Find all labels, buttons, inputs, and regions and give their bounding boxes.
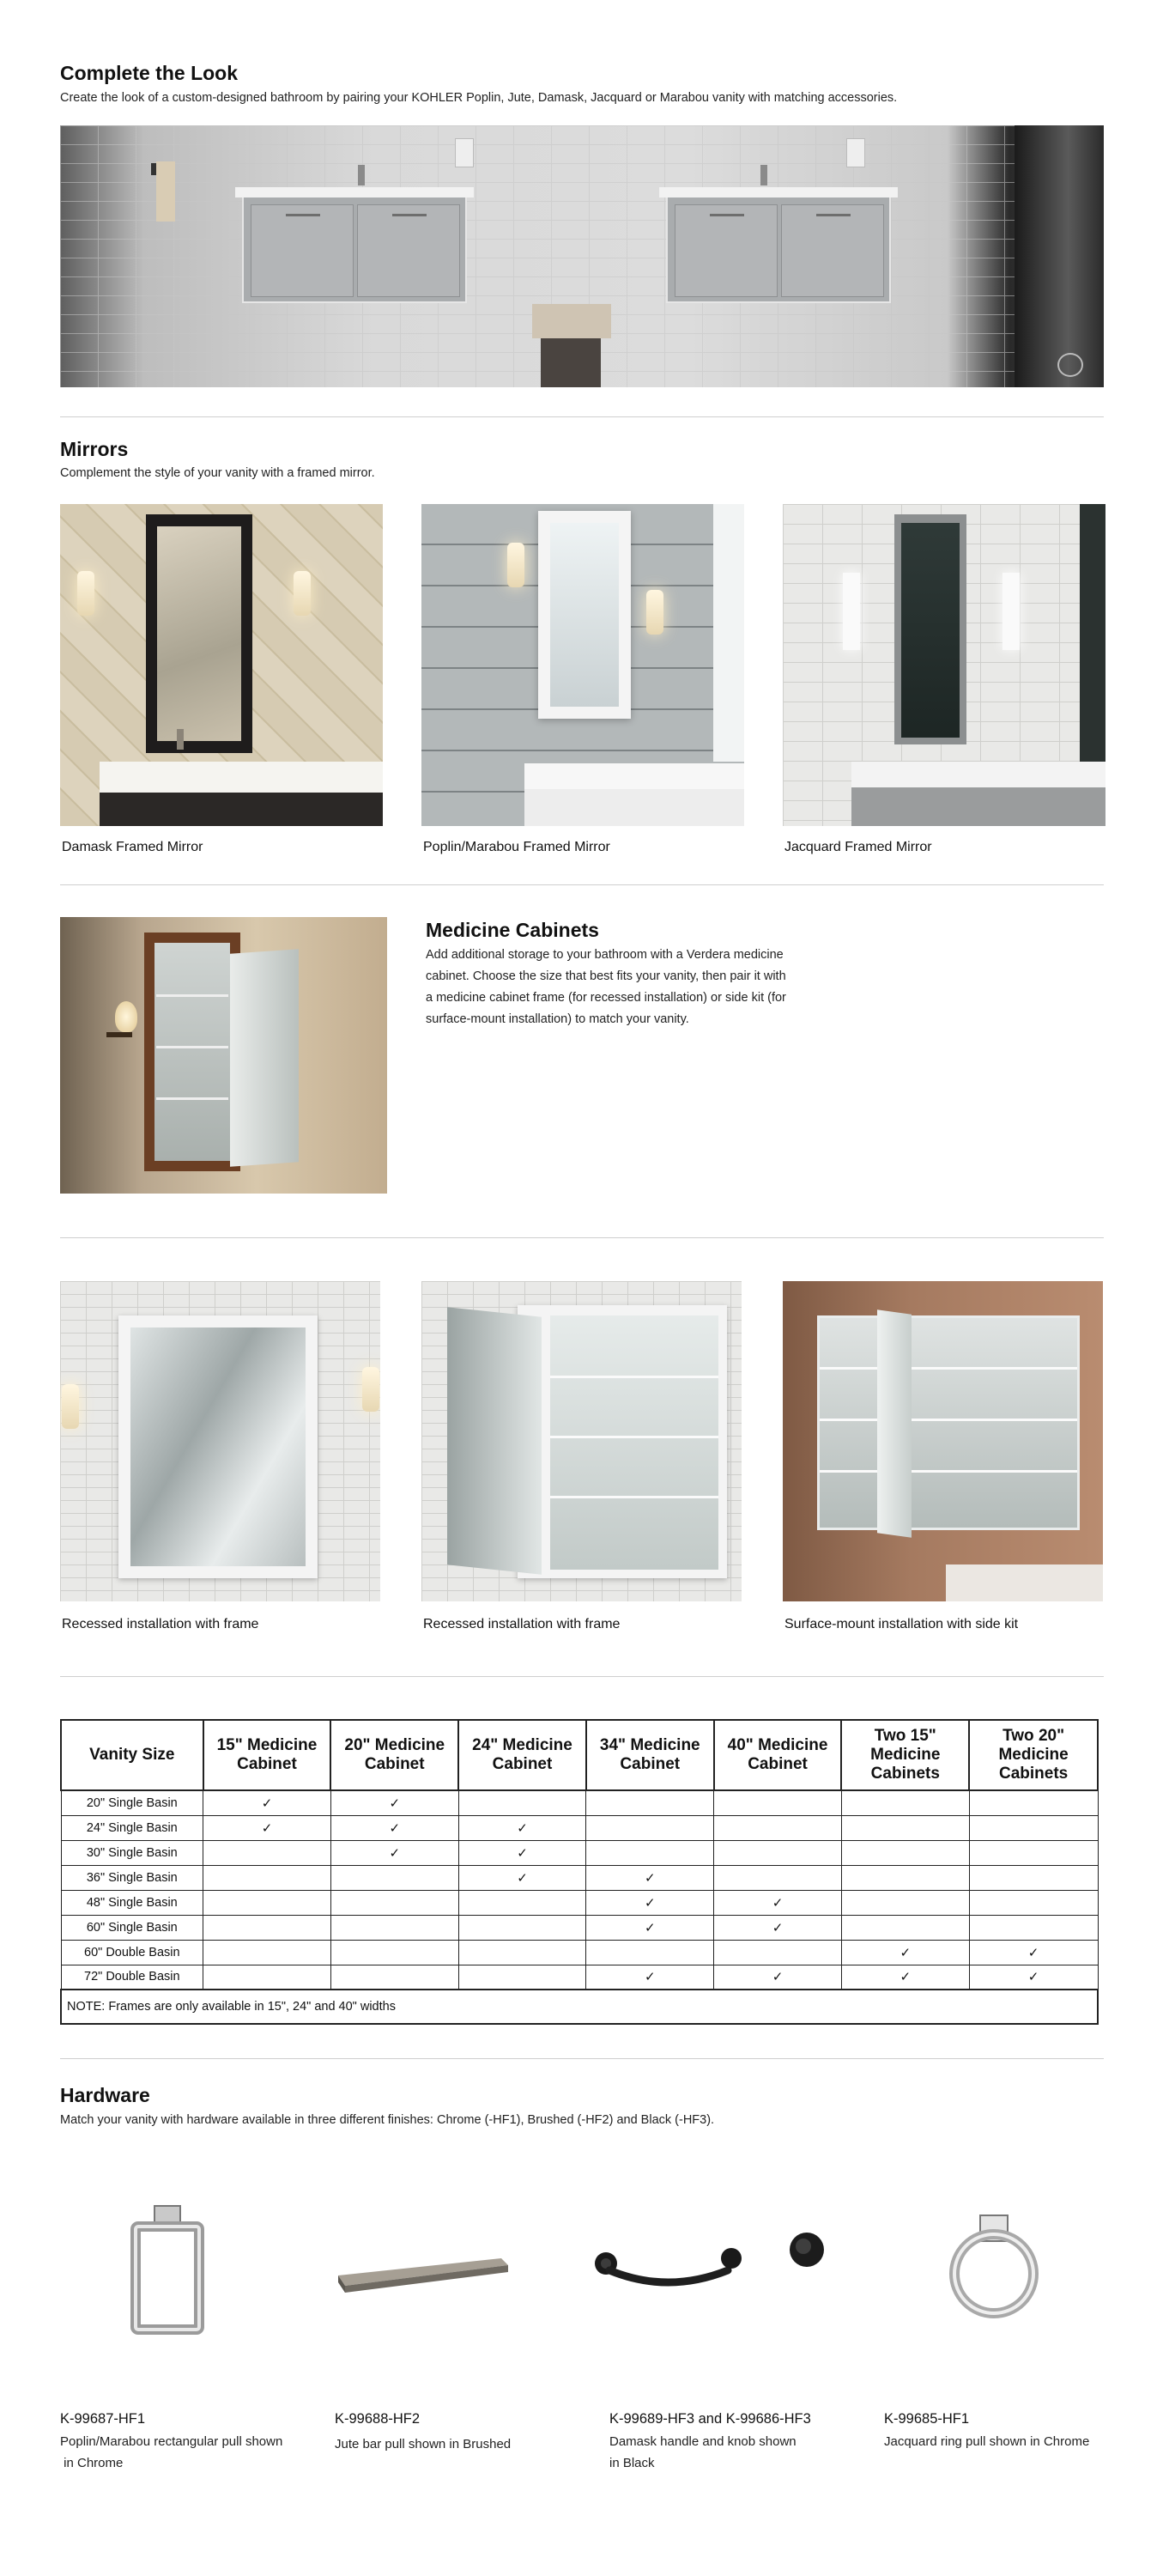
check-cell: [458, 1940, 586, 1965]
divider: [60, 1676, 1104, 1677]
description-line: surface-mount installation) to match your vanity.: [426, 1012, 689, 1026]
description-line: Jute bar pull shown in Brushed: [335, 2437, 512, 2451]
table-row: [61, 1815, 1098, 1840]
description-line: a medicine cabinet frame (for recessed installation) or side kit (for: [426, 991, 786, 1005]
section-title-hardware: Hardware: [60, 2084, 150, 2106]
check-cell: ✓: [714, 1965, 842, 1990]
check-cell: [330, 1890, 458, 1915]
column-header: 20" Medicine Cabinet: [330, 1720, 458, 1790]
check-cell: [841, 1790, 969, 1815]
vanity-size-cell: 20" Single Basin: [61, 1790, 203, 1815]
poplin-marabou-mirror-image: [421, 504, 744, 826]
check-cell: ✓: [714, 1915, 842, 1940]
table-note-row: [61, 1990, 1098, 2024]
check-cell: [841, 1865, 969, 1890]
column-header: Two 20" Medicine Cabinets: [969, 1720, 1098, 1790]
complete-the-look-subtitle: Create the look of a custom-designed bathroom by pairing your KOHLER Poplin, Jute, Damask, Jacquard or Marabou vanity with matching accessories.: [60, 91, 898, 105]
description-line: Jacquard ring pull shown in Chrome: [884, 2434, 1090, 2449]
check-cell: [586, 1840, 714, 1865]
check-cell: ✓: [969, 1940, 1098, 1965]
vanity-size-cell: 30" Single Basin: [61, 1840, 203, 1865]
check-cell: [969, 1815, 1098, 1840]
check-cell: [330, 1940, 458, 1965]
handle-and-knob-image: [591, 2217, 839, 2303]
check-cell: ✓: [458, 1865, 586, 1890]
check-cell: [203, 1915, 331, 1940]
check-cell: [969, 1840, 1098, 1865]
check-cell: [203, 1840, 331, 1865]
check-cell: ✓: [458, 1840, 586, 1865]
vanity-size-cell: 60" Single Basin: [61, 1915, 203, 1940]
divider: [60, 2058, 1104, 2059]
check-cell: [330, 1915, 458, 1940]
damask-mirror-image: [60, 504, 383, 826]
hardware-description-4: [884, 2431, 1089, 2452]
table-note: NOTE: Frames are only available in 15", 24" and 40" widths: [61, 1990, 1098, 2024]
check-cell: [458, 1915, 586, 1940]
check-cell: ✓: [330, 1790, 458, 1815]
hardware-sku-1: K-99687-HF1: [60, 2411, 146, 2427]
description-line: in Chrome: [60, 2456, 124, 2470]
check-cell: [714, 1940, 842, 1965]
column-header: Two 15" Medicine Cabinets: [841, 1720, 969, 1790]
check-cell: [969, 1890, 1098, 1915]
check-cell: [841, 1890, 969, 1915]
table-row: [61, 1790, 1098, 1815]
table-row: [61, 1865, 1098, 1890]
check-cell: [203, 1965, 331, 1990]
check-cell: [969, 1915, 1098, 1940]
vanity-medicine-cabinet-compatibility-table: [60, 1719, 1099, 2025]
check-cell: [714, 1865, 842, 1890]
vanity-size-cell: 72" Double Basin: [61, 1965, 203, 1990]
check-cell: [203, 1890, 331, 1915]
section-title-mirrors: Mirrors: [60, 438, 129, 460]
check-cell: [586, 1815, 714, 1840]
hero-bathroom-image: [60, 125, 1104, 387]
hardware-sku-2: K-99688-HF2: [335, 2411, 421, 2427]
check-cell: [330, 1965, 458, 1990]
section-title-complete-the-look: Complete the Look: [60, 62, 239, 84]
check-cell: ✓: [586, 1865, 714, 1890]
table-header-row: [61, 1720, 1098, 1790]
check-cell: [714, 1815, 842, 1840]
section-title-medicine-cabinets: Medicine Cabinets: [426, 919, 599, 941]
column-header: Vanity Size: [61, 1720, 203, 1790]
column-header: 24" Medicine Cabinet: [458, 1720, 586, 1790]
check-cell: [969, 1865, 1098, 1890]
check-cell: [203, 1865, 331, 1890]
divider: [60, 416, 1104, 417]
check-cell: ✓: [458, 1815, 586, 1840]
divider: [60, 884, 1104, 885]
install-caption-2: Recessed installation with frame: [423, 1617, 621, 1631]
check-cell: ✓: [203, 1815, 331, 1840]
check-cell: [330, 1865, 458, 1890]
recessed-installation-image-2: [421, 1281, 742, 1601]
check-cell: ✓: [330, 1815, 458, 1840]
check-cell: [586, 1790, 714, 1815]
table-row: [61, 1965, 1098, 1990]
ring-pull-image: [942, 2212, 1045, 2324]
check-cell: ✓: [714, 1890, 842, 1915]
hardware-description-3: [609, 2431, 797, 2474]
table-row: [61, 1915, 1098, 1940]
check-cell: ✓: [203, 1790, 331, 1815]
column-header: 34" Medicine Cabinet: [586, 1720, 714, 1790]
medicine-cabinets-description: [426, 945, 872, 1030]
description-line: Poplin/Marabou rectangular pull shown: [60, 2434, 283, 2449]
table-row: [61, 1940, 1098, 1965]
mirror-caption-poplin-marabou: Poplin/Marabou Framed Mirror: [423, 840, 610, 854]
vanity-size-cell: 24" Single Basin: [61, 1815, 203, 1840]
description-line: cabinet. Choose the size that best fits your vanity, then pair it with: [426, 969, 786, 983]
check-cell: [458, 1790, 586, 1815]
check-cell: ✓: [586, 1915, 714, 1940]
hardware-description-2: [335, 2433, 511, 2455]
check-cell: [586, 1940, 714, 1965]
mirror-caption-damask: Damask Framed Mirror: [62, 840, 203, 854]
hardware-sku-3: K-99689-HF3 and K-99686-HF3: [609, 2411, 811, 2427]
rectangular-pull-image: [127, 2202, 213, 2340]
recessed-installation-image-1: [60, 1281, 380, 1601]
description-line: in Black: [609, 2456, 655, 2470]
table-row: [61, 1840, 1098, 1865]
bar-pull-image: [333, 2250, 513, 2293]
check-cell: ✓: [969, 1965, 1098, 1990]
vanity-size-cell: 60" Double Basin: [61, 1940, 203, 1965]
surface-mount-installation-image: [783, 1281, 1103, 1601]
check-cell: ✓: [841, 1940, 969, 1965]
jacquard-mirror-image: [783, 504, 1105, 826]
check-cell: [458, 1965, 586, 1990]
check-cell: ✓: [586, 1965, 714, 1990]
column-header: 15" Medicine Cabinet: [203, 1720, 331, 1790]
table-row: [61, 1890, 1098, 1915]
check-cell: [203, 1940, 331, 1965]
check-cell: [841, 1815, 969, 1840]
mirrors-subtitle: Complement the style of your vanity with a framed mirror.: [60, 466, 375, 480]
check-cell: ✓: [586, 1890, 714, 1915]
hardware-subtitle: Match your vanity with hardware available in three different finishes: Chrome (-HF1), Brushed (-HF2) and Black (-HF3).: [60, 2113, 715, 2127]
check-cell: [841, 1915, 969, 1940]
divider: [60, 1237, 1104, 1238]
check-cell: [841, 1840, 969, 1865]
medicine-cabinet-image: [60, 917, 387, 1194]
check-cell: [458, 1890, 586, 1915]
check-cell: ✓: [841, 1965, 969, 1990]
hardware-sku-4: K-99685-HF1: [884, 2411, 970, 2427]
column-header: 40" Medicine Cabinet: [714, 1720, 842, 1790]
check-cell: ✓: [330, 1840, 458, 1865]
hardware-description-1: [60, 2431, 282, 2474]
description-line: Damask handle and knob shown: [609, 2434, 797, 2449]
vanity-size-cell: 36" Single Basin: [61, 1865, 203, 1890]
mirror-caption-jacquard: Jacquard Framed Mirror: [784, 840, 932, 854]
description-line: Add additional storage to your bathroom with a Verdera medicine: [426, 948, 784, 962]
check-cell: [969, 1790, 1098, 1815]
vanity-size-cell: 48" Single Basin: [61, 1890, 203, 1915]
install-caption-1: Recessed installation with frame: [62, 1617, 259, 1631]
check-cell: [714, 1790, 842, 1815]
install-caption-3: Surface-mount installation with side kit: [784, 1617, 1019, 1631]
check-cell: [714, 1840, 842, 1865]
